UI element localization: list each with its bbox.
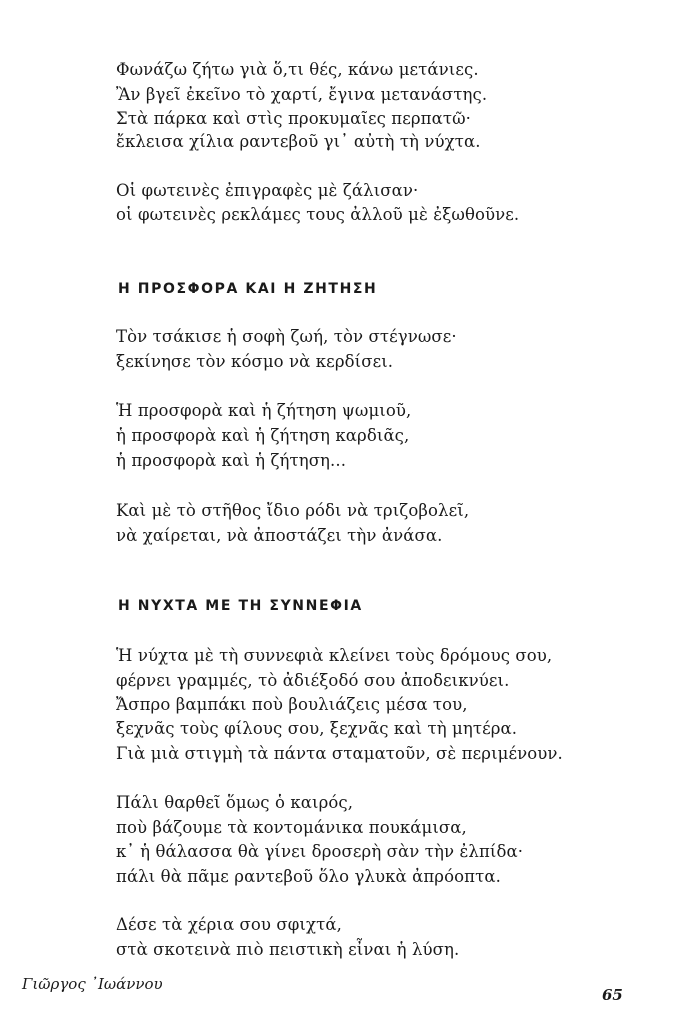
poem-line: ἡ προσφορὰ καὶ ἡ ζήτηση...: [116, 451, 347, 470]
poem-line: Καὶ μὲ τὸ στῆθος ἴδιο ρόδι νὰ τριζοβολεῖ,: [116, 501, 470, 520]
poem-line: Πάλι θαρθεῖ ὅμως ὁ καιρός,: [116, 793, 354, 812]
poem-line: νὰ χαίρεται, νὰ ἀποστάζει τὴν ἀνάσα.: [116, 526, 443, 545]
poem-line: Ἂν βγεῖ ἐκεῖνο τὸ χαρτί, ἔγινα μετανάστης.: [116, 85, 488, 104]
poem-line: Τὸν τσάκισε ἡ σοφὴ ζωή, τὸν στέγνωσε·: [116, 327, 457, 346]
poem-line: ποὺ βάζουμε τὰ κοντομάνικα πουκάμισα,: [116, 818, 467, 837]
poem-title: Η ΠΡΟΣΦΟΡΑ ΚΑΙ Η ΖΗΤΗΣΗ: [118, 281, 378, 297]
poem-line: ξεχνᾶς τοὺς φίλους σου, ξεχνᾶς καὶ τὴ μητέρα.: [116, 719, 518, 738]
poem-line: Ἡ νύχτα μὲ τὴ συννεφιὰ κλείνει τοὺς δρόμους σου,: [116, 646, 553, 665]
poem-line: Γιὰ μιὰ στιγμὴ τὰ πάντα σταματοῦν, σὲ περιμένουν.: [116, 744, 563, 763]
poem-line: στὰ σκοτεινὰ πιὸ πειστικὴ εἶναι ἡ λύση.: [116, 940, 460, 959]
poem-line: Φωνάζω ζήτω γιὰ ὅ,τι θές, κάνω μετάνιες.: [116, 60, 479, 79]
author-name: Γιῶργος ᾿Ιωάννου: [22, 975, 163, 993]
poem-line: Δέσε τὰ χέρια σου σφιχτά,: [116, 915, 342, 934]
poem-line: Στὰ πάρκα καὶ στὶς προκυμαῖες περπατῶ·: [116, 109, 471, 128]
poem-line: κ᾿ ἡ θάλασσα θὰ γίνει δροσερὴ σὰν τὴν ἐλπίδα·: [116, 842, 524, 861]
poem-line: ξεκίνησε τὸν κόσμο νὰ κερδίσει.: [116, 352, 394, 371]
page-number: 65: [602, 986, 623, 1004]
poem-line: οἱ φωτεινὲς ρεκλάμες τους ἀλλοῦ μὲ ἐξωθοῦνε.: [116, 205, 520, 224]
poem-line: πάλι θὰ πᾶμε ραντεβοῦ ὅλο γλυκὰ ἀπρόοπτα.: [116, 867, 501, 886]
poem-line: ἔκλεισα χίλια ραντεβοῦ γι᾿ αὐτὴ τὴ νύχτα.: [116, 132, 481, 151]
poem-line: φέρνει γραμμές, τὸ ἀδιέξοδό σου ἀποδεικνύει.: [116, 671, 510, 690]
poem-line: ἡ προσφορὰ καὶ ἡ ζήτηση καρδιᾶς,: [116, 426, 410, 445]
poem-title: Η ΝΥΧΤΑ ΜΕ ΤΗ ΣΥΝΝΕΦΙΑ: [118, 598, 363, 614]
poem-line: Ἡ προσφορὰ καὶ ἡ ζήτηση ψωμιοῦ,: [116, 401, 412, 420]
poem-line: Οἱ φωτεινὲς ἐπιγραφὲς μὲ ζάλισαν·: [116, 181, 419, 200]
poem-line: Ἄσπρο βαμπάκι ποὺ βουλιάζεις μέσα του,: [116, 695, 468, 714]
